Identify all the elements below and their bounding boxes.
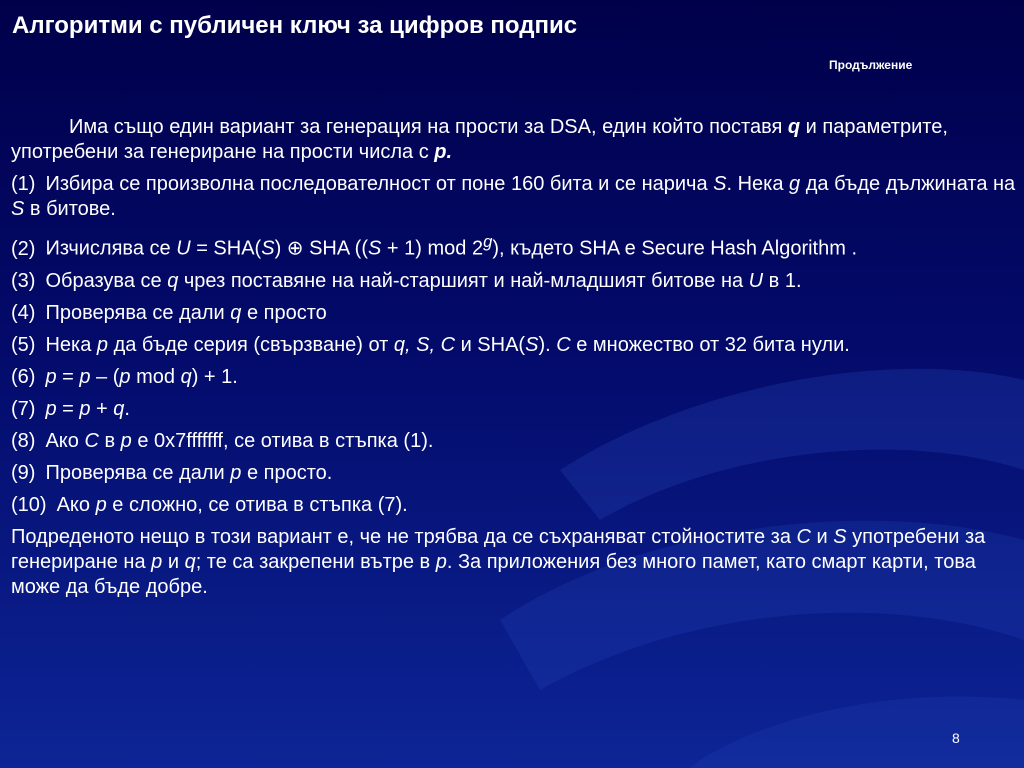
step-number: (1) [11,173,36,195]
step-5: (5) Нека p да бъде серия (свързване) от q, S, C и SHA(S). C е множество от 32 бита нули. [11,333,850,356]
closing-paragraph: Подреденото нещо в този вариант е, че не трябва да се съхраняват стойностите за C и S употребени за генериране на p и q; те са закрепени вътре в p. За приложения без много памет, като смарт карти, това може да бъде добре. [11,525,986,598]
step-3: (3) Образува се q чрез поставяне на най-старшият и най-младшият битове на U в 1. [11,269,802,292]
slide-body [11,115,1016,607]
step-2: (2) Изчислява се U = SHA(S) ⊕ SHA ((S + 1) mod 2$^g$), където SHA е Secure Hash Algorithm . [11,232,858,260]
step-number: (4) [11,301,36,324]
step-9: (9) Проверява се дали p е просто. [11,461,333,484]
slide-title: Алгоритми с публичен ключ за цифров подпис [12,12,578,39]
step-number: (5) [11,333,36,356]
step-4: (4) Проверява се дали q е просто [11,301,327,324]
step-1: (1) Избира се произволна последователност от поне 160 бита и се нарича S. Нека g да бъде дължината на S в битове. [11,173,1016,220]
page-number: 8 [952,730,960,746]
step-number: (8) [11,429,36,452]
step-7: (7) p = p + q. [11,397,130,420]
step-number: (9) [11,461,36,484]
step-6: (6) p = p – (p mod q) + 1. [11,365,238,388]
step-10: (10) Ако p е сложно, се отива в стъпка (7). [11,493,408,516]
slide-subtitle: Продължение [829,58,913,72]
step-number: (10) [11,493,47,516]
step-number: (7) [11,397,36,420]
step-number: (2) [11,237,36,260]
step-number: (3) [11,269,36,292]
step-8: (8) Ако C в p е 0x7fffffff, се отива в стъпка (1). [11,429,434,452]
intro-paragraph: Има също един вариант за генерация на прости за DSA, един който поставя q и параметрите, употребени за генериране на прости числа с p. [11,116,948,163]
step-number: (6) [11,365,36,388]
